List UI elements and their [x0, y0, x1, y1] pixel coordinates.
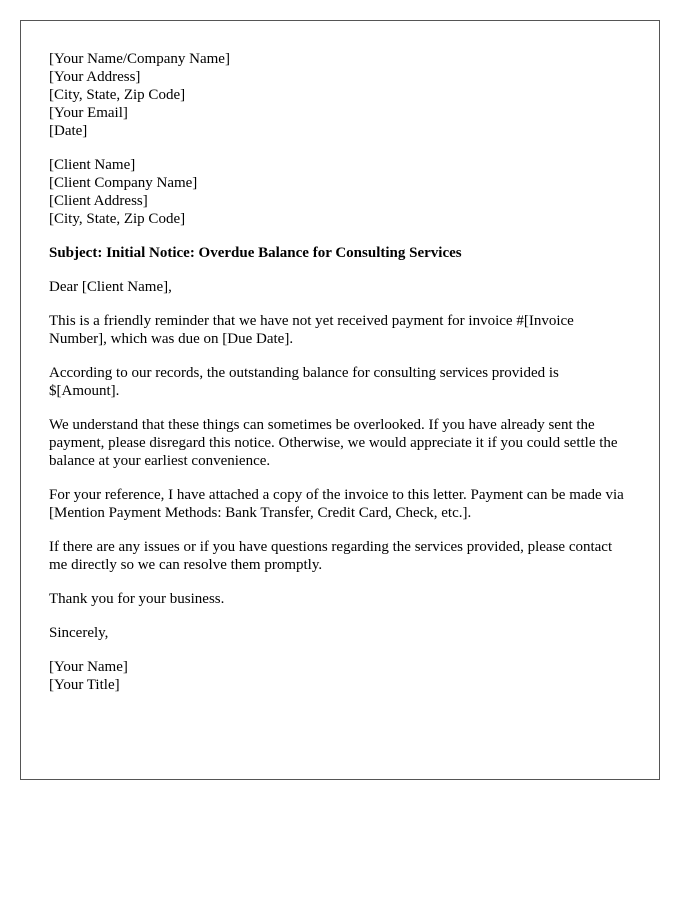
body-paragraph-payment-methods: For your reference, I have attached a copy of the invoice to this letter. Payment can be made via [Mention Payment Methods: Bank Transfer, Credit Card, Check, etc.]. [49, 487, 624, 521]
signature-block [49, 658, 631, 694]
body-paragraph-reminder: This is a friendly reminder that we have not yet received payment for invoice #[Invoice Number], which was due on [Due Date]. [49, 313, 574, 347]
recipient-city-state-zip: [City, State, Zip Code] [49, 211, 186, 227]
sender-email: [Your Email] [49, 105, 128, 121]
recipient-block [49, 156, 631, 228]
body-paragraph-overlooked: We understand that these things can sometimes be overlooked. If you have already sent the payment, please disregard this notice. Otherwise, we would appreciate it if you could settle the balance at your earliest convenience. [49, 417, 618, 469]
recipient-address: [Client Address] [49, 193, 148, 209]
signature-title: [Your Title] [49, 677, 120, 693]
sender-block [49, 50, 631, 140]
letter-page [20, 20, 660, 780]
signature-name: [Your Name] [49, 659, 128, 675]
salutation: Dear [Client Name], [49, 279, 172, 295]
subject-line: Subject: Initial Notice: Overdue Balance for Consulting Services [49, 245, 462, 261]
sender-city-state-zip: [City, State, Zip Code] [49, 87, 186, 103]
sender-address: [Your Address] [49, 69, 141, 85]
letter-date: [Date] [49, 123, 88, 139]
recipient-name: [Client Name] [49, 157, 136, 173]
body-paragraph-balance: According to our records, the outstanding balance for consulting services provided is $[Amount]. [49, 365, 559, 399]
sender-name: [Your Name/Company Name] [49, 51, 230, 67]
body-paragraph-contact: If there are any issues or if you have questions regarding the services provided, please contact me directly so we can resolve them promptly. [49, 539, 613, 573]
closing: Sincerely, [49, 625, 109, 641]
recipient-company: [Client Company Name] [49, 175, 198, 191]
body-paragraph-thanks: Thank you for your business. [49, 591, 225, 607]
